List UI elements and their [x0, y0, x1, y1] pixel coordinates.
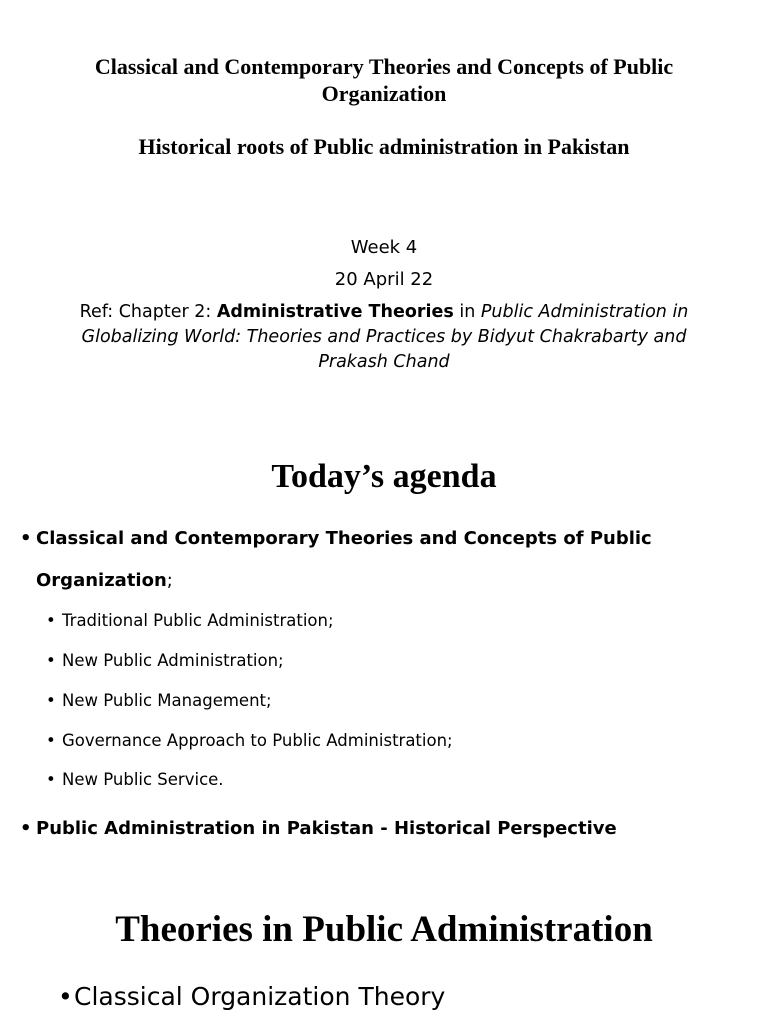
agenda-subitem	[46, 690, 272, 712]
bullet-icon: •	[46, 651, 56, 670]
page-title: Classical and Contemporary Theories and Concepts of Public Organization	[94, 54, 674, 106]
title-slide	[0, 0, 768, 400]
bullet-icon: •	[20, 818, 32, 839]
reference-book-title: Public Administration in Globalizing World: Theories and Practices by Bidyut Chakrabarty and Prakash Chand	[81, 302, 689, 372]
theories-title: Theories in Public Administration	[115, 909, 653, 950]
agenda-item-label: Classical and Contemporary Theories and Concepts of Public Organization	[36, 528, 652, 591]
page-subtitle: Historical roots of Public administration in Pakistan	[138, 134, 630, 159]
agenda-item-label: Public Administration in Pakistan - Historical Perspective	[36, 818, 617, 839]
bullet-icon: •	[46, 770, 56, 789]
reference-text	[50, 300, 718, 375]
agenda-subitem-label: Governance Approach to Public Administration;	[62, 731, 453, 750]
agenda-subitem-label: New Public Administration;	[62, 651, 284, 670]
agenda-subitem-label: New Public Management;	[62, 691, 272, 710]
agenda-subitem	[46, 769, 224, 791]
agenda-item-pakistan	[20, 808, 676, 850]
agenda-title: Today’s agenda	[271, 458, 497, 495]
agenda-item-theories	[20, 518, 676, 602]
bullet-icon: •	[46, 611, 56, 630]
theory-item-label: Classical Organization Theory	[74, 982, 446, 1011]
agenda-item-punctuation: ;	[166, 570, 173, 591]
bullet-icon: •	[46, 731, 56, 750]
agenda-subitem	[46, 650, 284, 672]
week-label: Week 4	[350, 237, 418, 258]
theory-item	[58, 980, 445, 1014]
bullet-icon: •	[20, 528, 32, 549]
agenda-slide	[0, 440, 768, 860]
theories-slide	[0, 890, 768, 1024]
agenda-subitem-label: New Public Service.	[62, 770, 224, 789]
bullet-icon: •	[58, 982, 73, 1011]
agenda-subitem-label: Traditional Public Administration;	[62, 611, 334, 630]
agenda-item-text	[20, 518, 676, 602]
agenda-subitem	[46, 610, 334, 632]
reference-connector: in	[453, 302, 481, 322]
date-label: 20 April 22	[334, 269, 434, 290]
agenda-subitem	[46, 730, 453, 752]
reference-prefix: Ref: Chapter 2:	[79, 302, 217, 322]
reference-chapter-title: Administrative Theories	[216, 302, 454, 322]
bullet-icon: •	[46, 691, 56, 710]
